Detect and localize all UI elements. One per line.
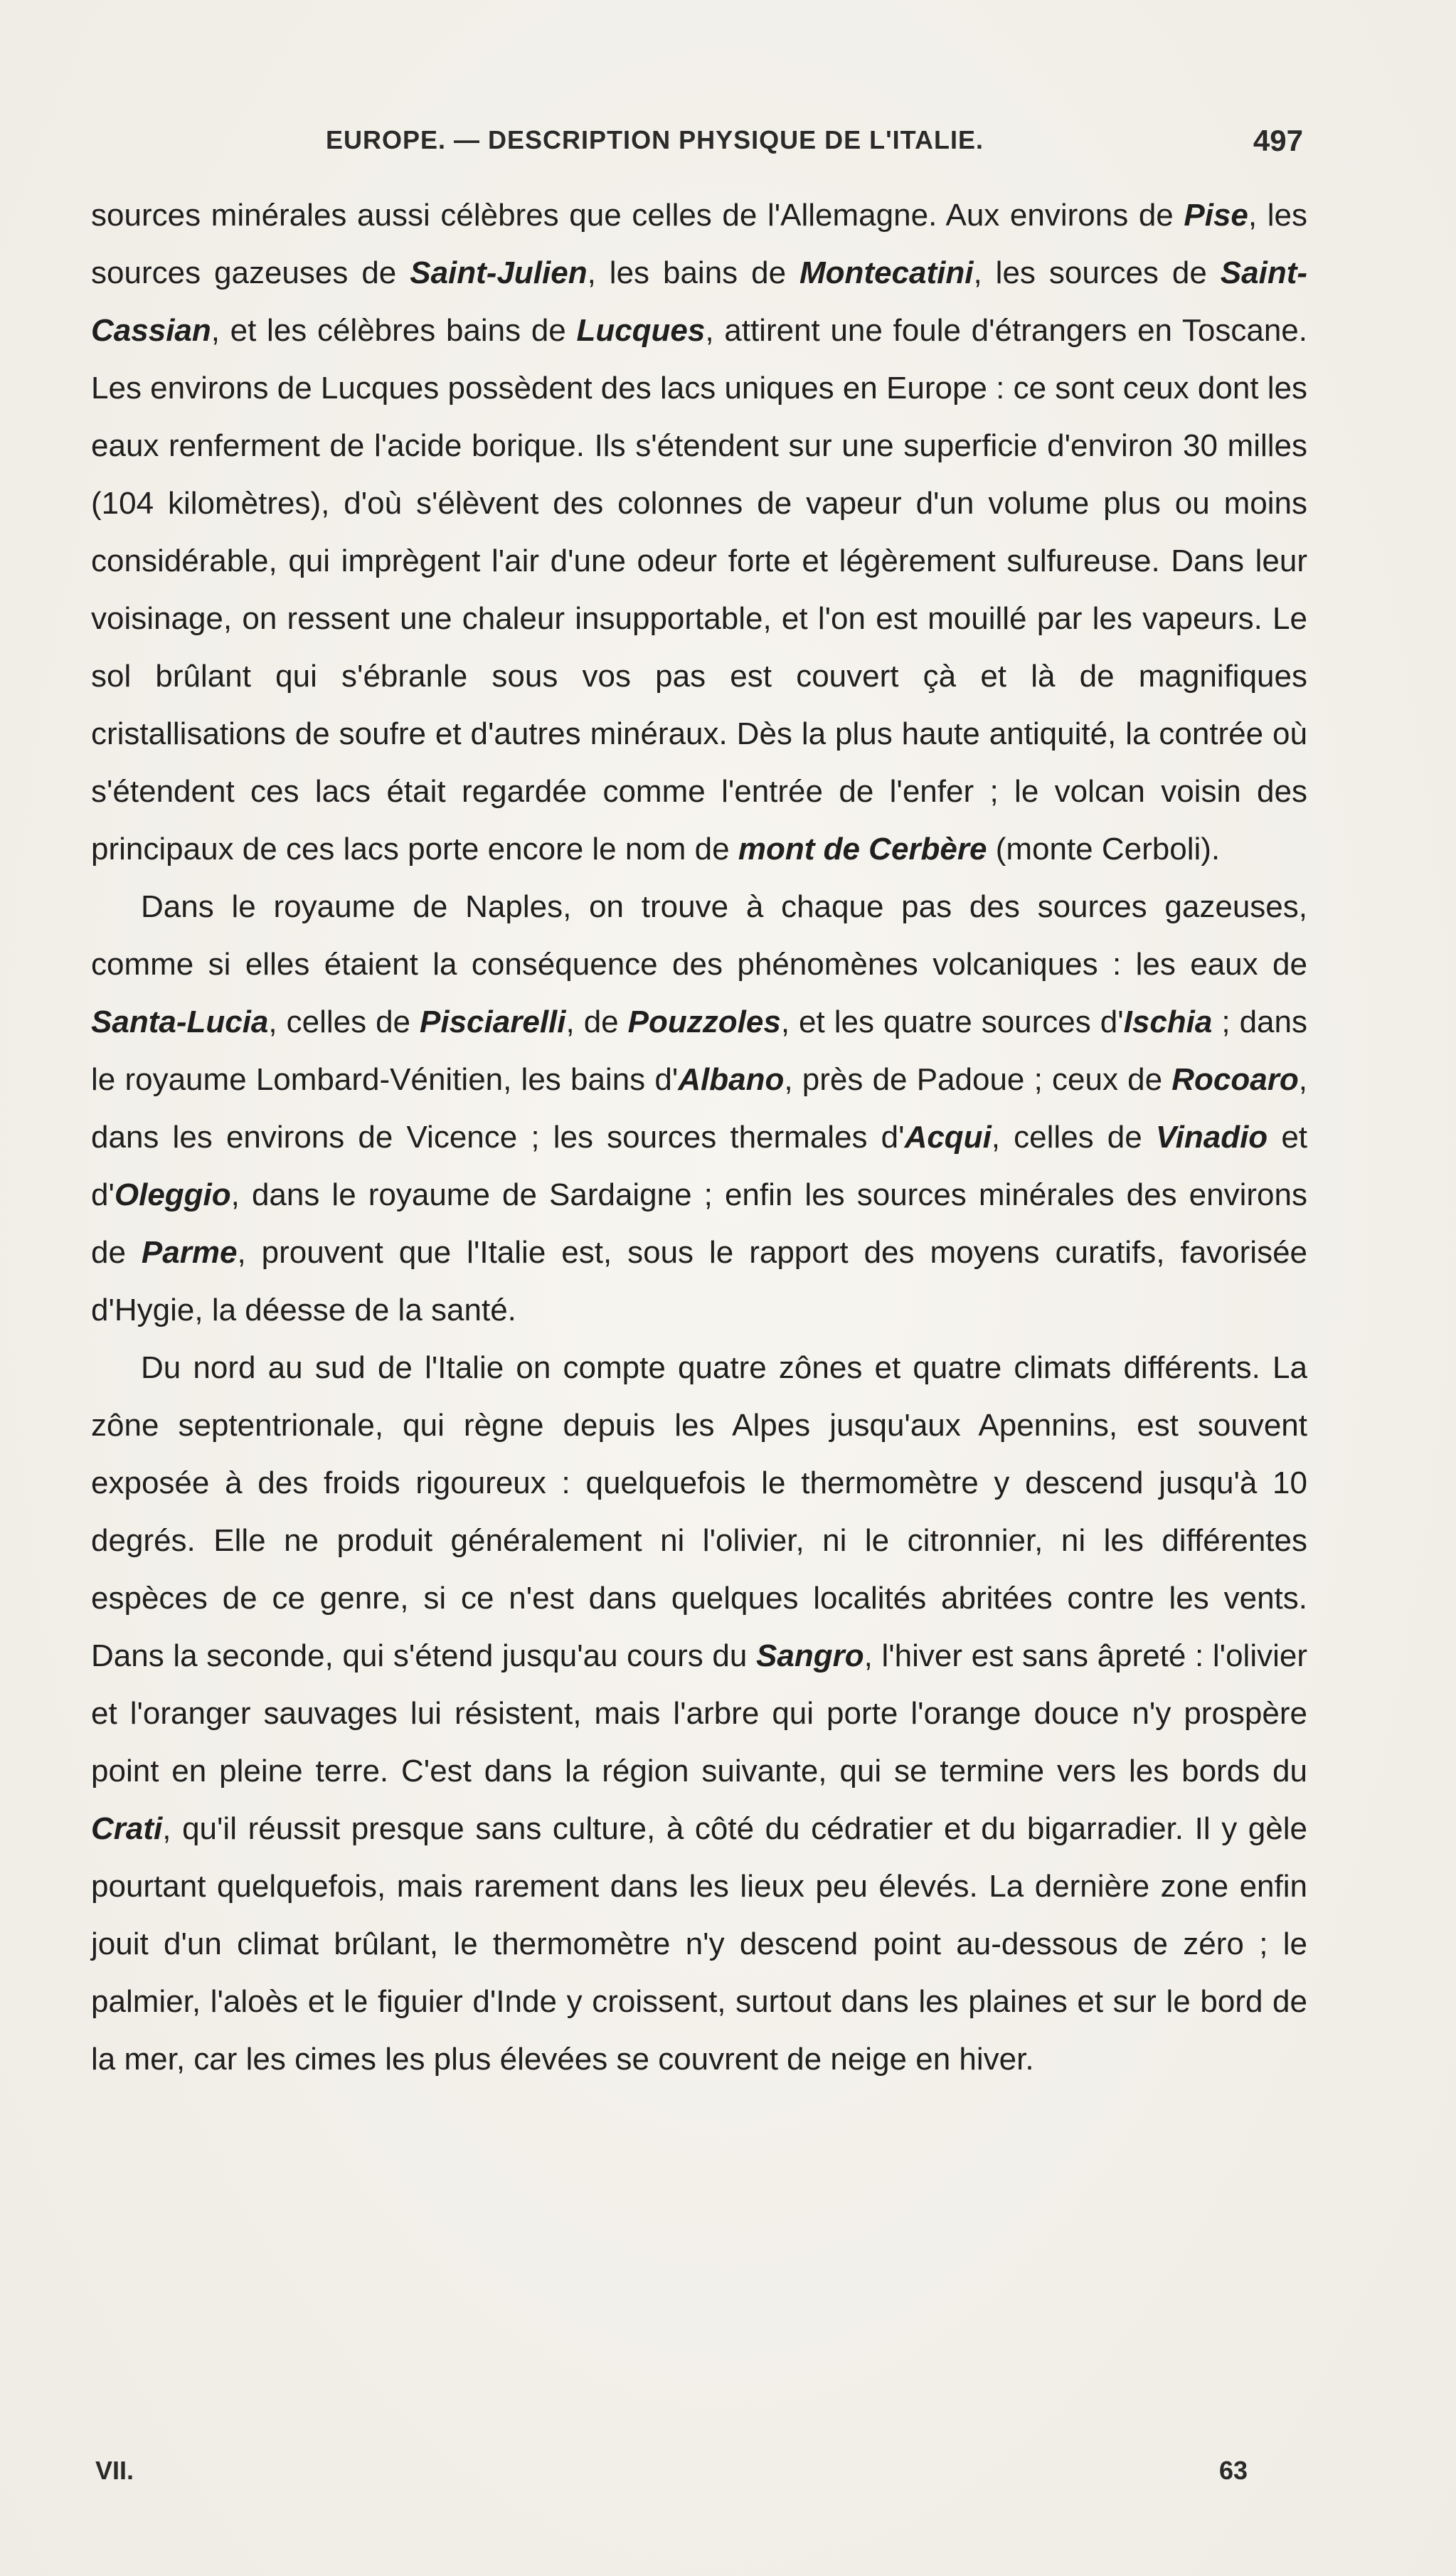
text-run: (monte Cerboli). bbox=[987, 832, 1221, 866]
place-name: Rocoaro bbox=[1171, 1062, 1299, 1097]
text-run: , celles de bbox=[268, 1005, 420, 1039]
place-name: Lucques bbox=[576, 313, 706, 348]
text-run: , près de Padoue ; ceux de bbox=[784, 1062, 1172, 1097]
place-name: Pisciarelli bbox=[420, 1005, 566, 1039]
place-name: Crati bbox=[91, 1811, 163, 1846]
page-footer bbox=[91, 2456, 1307, 2498]
place-name: Vinadio bbox=[1155, 1120, 1268, 1155]
place-name: Sangro bbox=[756, 1638, 864, 1673]
text-run: , celles de bbox=[991, 1120, 1156, 1155]
place-name: Santa-Lucia bbox=[91, 1005, 269, 1039]
place-name: Acqui bbox=[904, 1120, 992, 1155]
body-text bbox=[91, 186, 1307, 2088]
running-head: EUROPE. — DESCRIPTION PHYSIQUE DE L'ITALIE. bbox=[326, 125, 984, 154]
text-run: , l'hiver est sans âpreté : l'olivier et l'oranger sauvages lui résistent, mais l'arbre qui porte l'orange douce n'y prospère point en pleine terre. C'est dans la région suivante, qui se termine vers les bords du bbox=[91, 1638, 1307, 1788]
text-run: , les bains de bbox=[587, 255, 800, 290]
paragraph-1 bbox=[91, 186, 1307, 878]
place-name: Ischia bbox=[1123, 1005, 1213, 1039]
text-run: ; dans le royaume Lombard-Vénitien, les bains d' bbox=[91, 1005, 1307, 1097]
place-name: Saint-Julien bbox=[410, 255, 588, 290]
text-run: , dans le royaume de Sardaigne ; enfin les sources minérales des environs de bbox=[91, 1177, 1307, 1270]
text-run: Du nord au sud de l'Italie on compte quatre zônes et quatre climats différents. La zône septentrionale, qui règne depuis les Alpes jusqu'aux Apennins, est souvent exposée à des froids rigoureux : quelquefois le thermomètre y descend jusqu'à 10 degrés. Elle ne produit généralement ni l'olivier, ni le citronnier, ni les différentes espèces de ce genre, si ce n'est dans quelques localités abritées contre les vents. Dans la seconde, qui s'étend jusqu'au cours du bbox=[91, 1350, 1307, 1673]
text-run: , de bbox=[565, 1005, 628, 1039]
place-name: Montecatini bbox=[799, 255, 974, 290]
place-name: mont de Cerbère bbox=[738, 832, 987, 866]
place-name: Albano bbox=[678, 1062, 785, 1097]
gathering-number: 63 bbox=[1219, 2456, 1248, 2485]
text-run: , prouvent que l'Italie est, sous le rapport des moyens curatifs, favorisée d'Hygie, la déesse de la santé. bbox=[91, 1235, 1308, 1327]
place-name: Oleggio bbox=[114, 1177, 231, 1212]
text-run: , les sources de bbox=[973, 255, 1221, 290]
signature-mark: VII. bbox=[95, 2456, 134, 2485]
text-run: , et les quatre sources d' bbox=[780, 1005, 1124, 1039]
text-run: , et les célèbres bains de bbox=[211, 313, 577, 348]
text-run: , qu'il réussit presque sans culture, à côté du cédratier et du bigarradier. Il y gèle pourtant quelquefois, mais rarement dans les lieux peu élevés. La dernière zone enfin jouit d'un climat brûlant, le thermomètre n'y descend point au-dessous de zéro ; le palmier, l'aloès et le figuier d'Inde y croissent, surtout dans les plaines et sur le bord de la mer, car les cimes les plus élevées se couvrent de neige en hiver. bbox=[91, 1811, 1307, 2077]
paragraph-3 bbox=[91, 1339, 1307, 2088]
place-name: Parme bbox=[141, 1235, 238, 1270]
place-name: Pise bbox=[1184, 198, 1248, 233]
page-number: 497 bbox=[1253, 124, 1303, 157]
place-name: Saint-Cassian bbox=[91, 255, 1308, 348]
text-run: , dans les environs de Vicence ; les sources thermales d' bbox=[91, 1062, 1307, 1155]
page-header bbox=[176, 125, 1303, 165]
text-run: Dans le royaume de Naples, on trouve à chaque pas des sources gazeuses, comme si elles étaient la conséquence des phénomènes volcaniques : les eaux de bbox=[91, 889, 1307, 982]
text-run: , attirent une foule d'étrangers en Toscane. Les environs de Lucques possèdent des lacs uniques en Europe : ce sont ceux dont les eaux renferment de l'acide borique. Ils s'étendent sur une superficie d'environ 30 milles (104 kilomètres), d'où s'élèvent des colonnes de vapeur d'un volume plus ou moins considérable, qui imprègent l'air d'une odeur forte et légèrement sulfureuse. Dans leur voisinage, on ressent une chaleur insupportable, et l'on est mouillé par les vapeurs. Le sol brûlant qui s'ébranle sous vos pas est couvert çà et là de magnifiques cristallisations de soufre et d'autres minéraux. Dès la plus haute antiquité, la contrée où s'étendent ces lacs était regardée comme l'entrée de l'enfer ; le volcan voisin des principaux de ces lacs porte encore le nom de bbox=[91, 313, 1307, 866]
text-run: , les sources gazeuses de bbox=[91, 198, 1307, 290]
paragraph-2 bbox=[91, 878, 1307, 1339]
text-run: sources minérales aussi célèbres que celles de l'Allemagne. Aux environs de bbox=[91, 198, 1184, 233]
text-run: et d' bbox=[91, 1120, 1308, 1212]
place-name: Pouzzoles bbox=[627, 1005, 781, 1039]
